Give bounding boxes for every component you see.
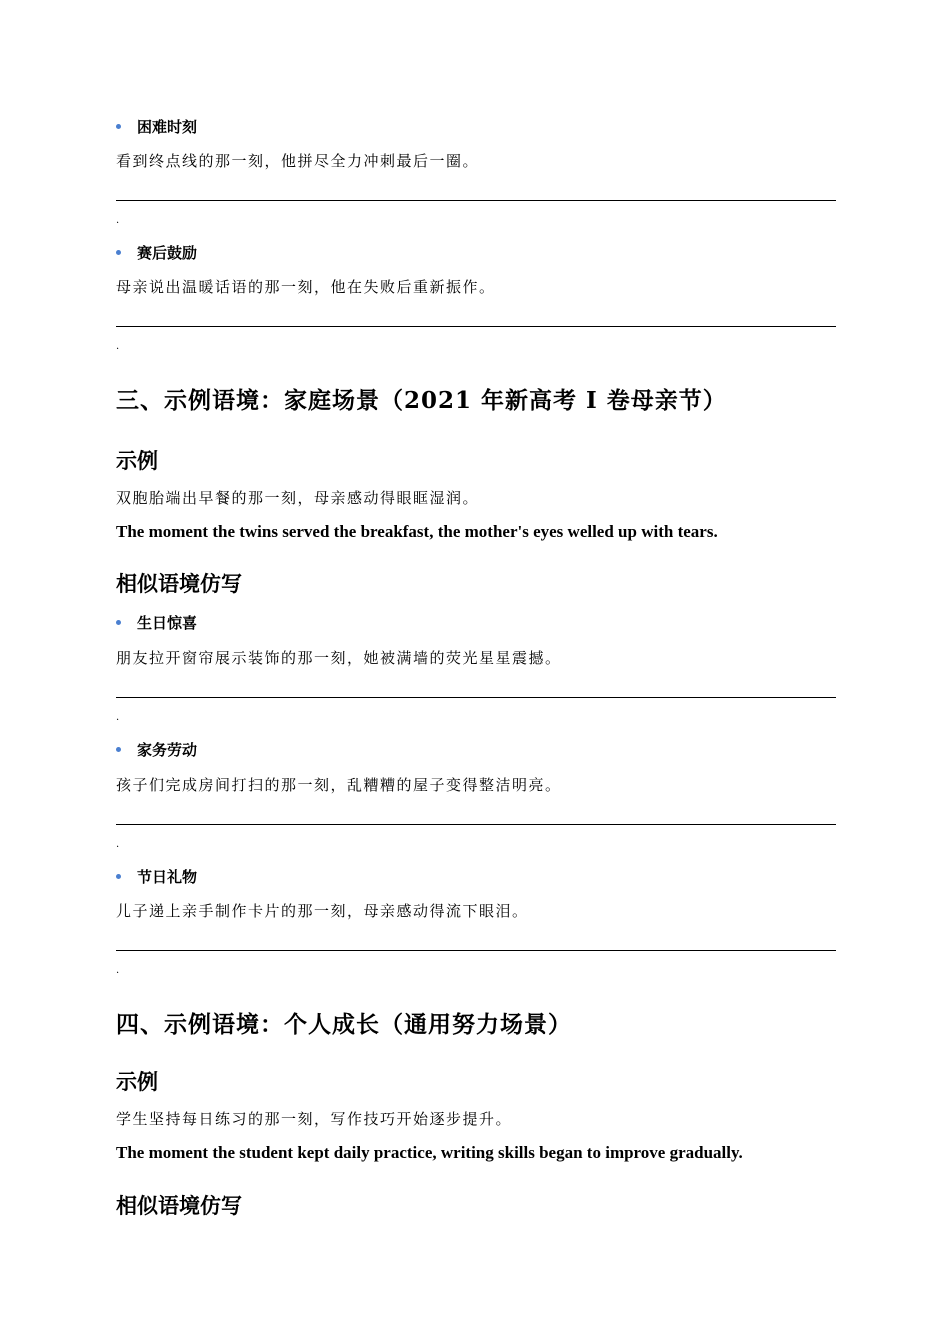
- line-end-mark: .: [116, 965, 120, 976]
- bullet-item-label: 生日惊喜: [116, 613, 836, 633]
- bullet-dot-icon: [116, 124, 121, 129]
- bullet-dot-icon: [116, 620, 121, 625]
- bullet-item-label: 家务劳动: [116, 740, 836, 760]
- example-english: The moment the student kept daily practice, writing skills began to improve gradually.: [116, 1143, 743, 1162]
- item-text: 朋友拉开窗帘展示装饰的那一刻，她被满墙的荧光星星震撼。: [116, 649, 562, 667]
- bullet-item-label: 困难时刻: [116, 117, 836, 137]
- line-end-mark: .: [116, 712, 120, 723]
- example-chinese: 学生坚持每日练习的那一刻，写作技巧开始逐步提升。: [116, 1110, 513, 1128]
- answer-line: [116, 950, 836, 951]
- bullet-dot-icon: [116, 874, 121, 879]
- line-end-mark: .: [116, 215, 120, 226]
- answer-line: [116, 824, 836, 825]
- example-chinese: 双胞胎端出早餐的那一刻，母亲感动得眼眶湿润。: [116, 489, 480, 507]
- section-heading: 三、示例语境：家庭场景（2021 年新高考 Ⅰ 卷母亲节）: [116, 387, 727, 414]
- example-english: The moment the twins served the breakfast, the mother's eyes welled up with tears.: [116, 522, 718, 541]
- section-heading: 四、示例语境：个人成长（通用努力场景）: [116, 1011, 572, 1038]
- item-text: 儿子递上亲手制作卡片的那一刻，母亲感动得流下眼泪。: [116, 902, 529, 920]
- item-text: 孩子们完成房间打扫的那一刻，乱糟糟的屋子变得整洁明亮。: [116, 776, 562, 794]
- item-text: 看到终点线的那一刻，他拼尽全力冲刺最后一圈。: [116, 152, 480, 170]
- answer-line: [116, 326, 836, 327]
- line-end-mark: .: [116, 341, 120, 352]
- answer-line: [116, 200, 836, 201]
- bullet-item-label: 赛后鼓励: [116, 243, 836, 263]
- similar-context-title: 相似语境仿写: [116, 1193, 242, 1218]
- bullet-dot-icon: [116, 747, 121, 752]
- line-end-mark: .: [116, 839, 120, 850]
- similar-context-title: 相似语境仿写: [116, 571, 242, 596]
- item-text: 母亲说出温暖话语的那一刻，他在失败后重新振作。: [116, 278, 496, 296]
- example-title: 示例: [116, 448, 158, 473]
- answer-line: [116, 697, 836, 698]
- example-title: 示例: [116, 1069, 158, 1094]
- bullet-dot-icon: [116, 250, 121, 255]
- bullet-item-label: 节日礼物: [116, 867, 836, 887]
